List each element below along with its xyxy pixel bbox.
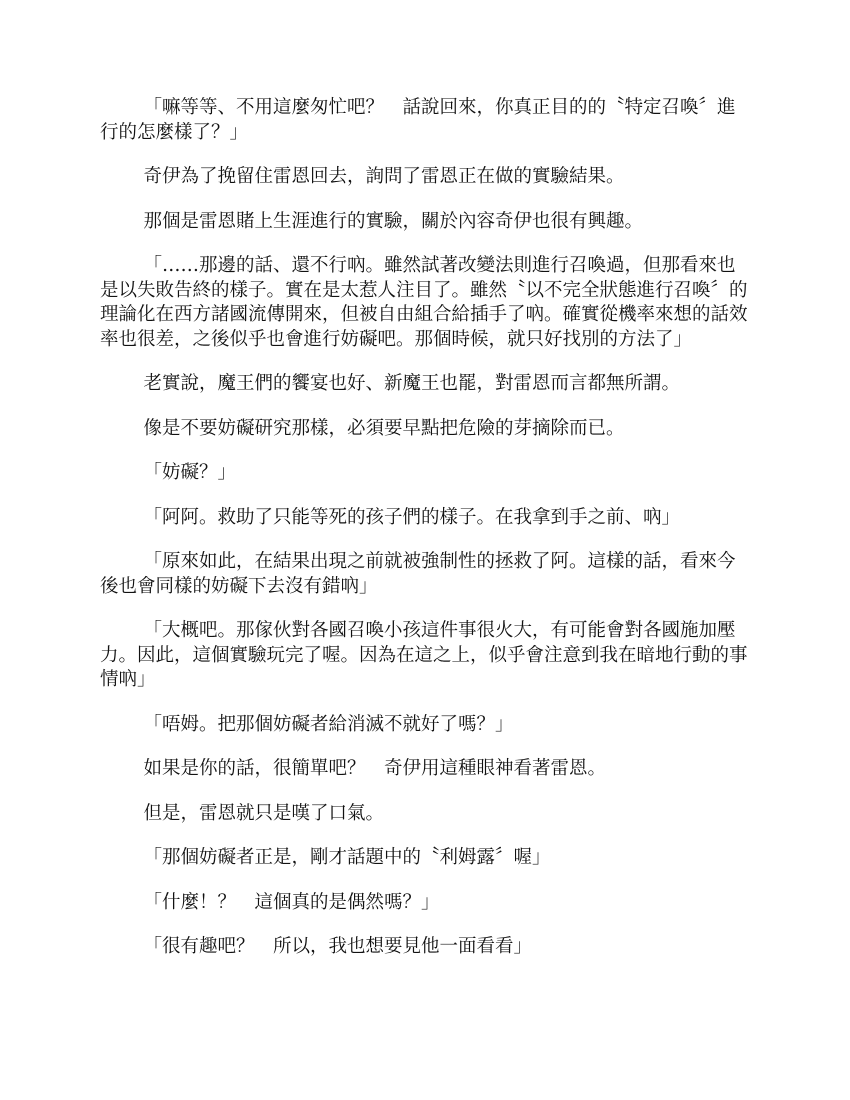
paragraph-5: 老實說，魔王們的饗宴也好、新魔王也罷，對雷恩而言都無所謂。 [143, 373, 680, 394]
paragraph-4: 「……那邊的話、還不行吶。雖然試著改變法則進行召喚過，但那看來也是以失敗告終的樣子。實在是太惹人注目了。雖然〝以不完全狀態進行召喚〞的理論化在西方諸國流傳開來，但被自由組合給插手了吶。確實從機率來想的話效率也很差，之後似乎也會進行妨礙吧。那個時候，就只好找別的方法了」 [100, 255, 748, 350]
paragraph-8: 「阿阿。救助了只能等死的孩子們的樣子。在我拿到手之前、吶」 [143, 506, 680, 528]
paragraph-13: 但是，雷恩就只是嘆了口氣。 [143, 802, 384, 824]
paragraph-16: 「很有趣吧？ 所以，我也想要見他一面看看」 [143, 936, 532, 957]
paragraph-15: 「什麼！？ 這個真的是偶然嗎？」 [143, 891, 440, 913]
paragraph-1: 「嘛等等、不用這麼匆忙吧？ 話說回來，你真正目的的〝特定召喚〞進行的怎麼樣了？」 [100, 97, 736, 143]
paragraph-14: 「那個妨礙者正是，剛才話題中的〝利姆露〞喔」 [143, 847, 551, 868]
paragraph-12: 如果是你的話，很簡單吧？ 奇伊用這種眼神看著雷恩。 [143, 758, 606, 779]
paragraph-11: 「唔姆。把那個妨礙者給消滅不就好了嗎？」 [143, 713, 514, 735]
paragraph-6: 像是不要妨礙研究那樣，必須要早點把危險的芽摘除而已。 [143, 417, 625, 439]
paragraph-10: 「大概吧。那傢伙對各國召喚小孩這件事很火大，有可能會對各國施加壓力。因此，這個實驗玩完了喔。因為在這之上，似乎會注意到我在暗地行動的事情吶」 [100, 620, 748, 690]
paragraph-9: 「原來如此，在結果出現之前就被強制性的拯救了阿。這樣的話，看來今後也會同樣的妨礙下去沒有錯吶」 [100, 551, 736, 597]
paragraph-2: 奇伊為了挽留住雷恩回去，詢問了雷恩正在做的實驗結果。 [143, 166, 625, 187]
document-page [100, 96, 752, 980]
paragraph-3: 那個是雷恩賭上生涯進行的實驗，關於內容奇伊也很有興趣。 [143, 210, 643, 232]
paragraph-7: 「妨礙？」 [143, 462, 236, 483]
